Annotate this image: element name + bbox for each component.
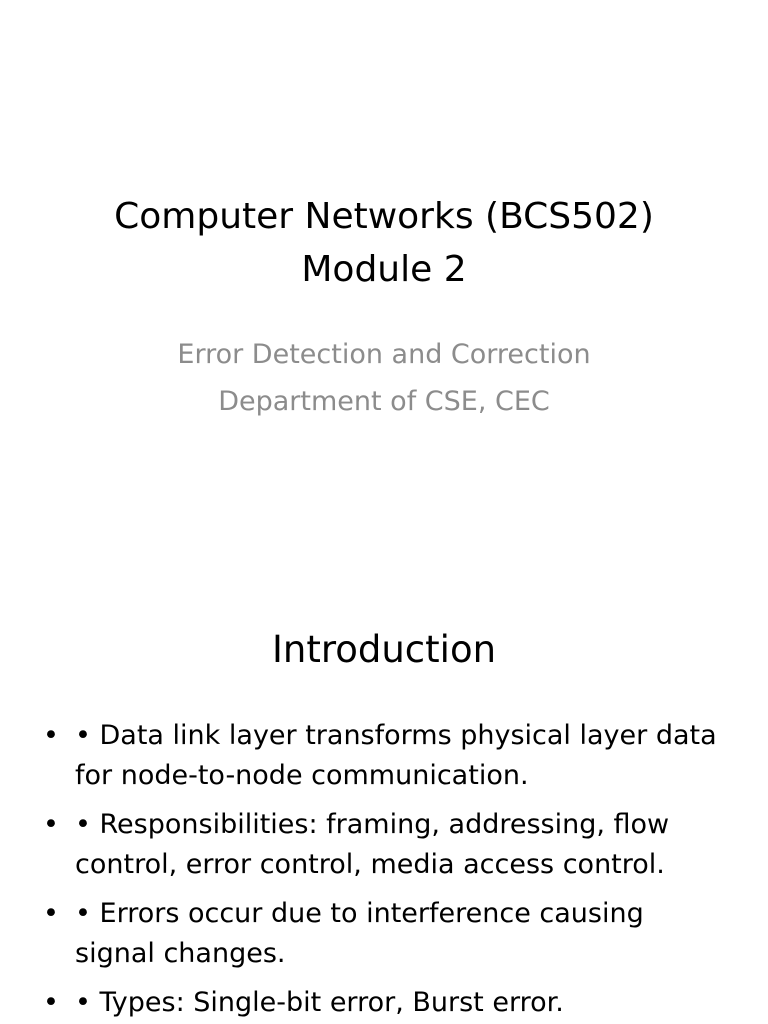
- bullet-marker-icon: •: [43, 720, 59, 751]
- bullet-marker-icon: •: [43, 809, 59, 840]
- title-line-1: Computer Networks (BCS502): [114, 196, 654, 237]
- subtitle-line-2: Department of CSE, CEC: [218, 386, 550, 417]
- bullet-text: • Responsibilities: framing, addressing, flow control, error control, media access control.: [75, 809, 670, 880]
- introduction-title: Introduction: [271, 628, 497, 671]
- bullet-item: [0, 983, 768, 1023]
- bullet-item: [0, 805, 768, 885]
- bullet-text: • Types: Single-bit error, Burst error.: [75, 987, 564, 1018]
- bullet-list: [0, 716, 768, 1024]
- slide-title: [0, 190, 768, 296]
- bullet-item: [0, 716, 768, 796]
- bullet-text: • Data link layer transforms physical layer data for node-to-node communication.: [75, 720, 717, 791]
- bullet-marker-icon: •: [43, 898, 59, 929]
- bullet-marker-icon: •: [43, 987, 59, 1018]
- bullet-item: [0, 894, 768, 974]
- subtitle-line-1: Error Detection and Correction: [177, 339, 591, 370]
- title-line-2: Module 2: [301, 249, 467, 290]
- bullet-text: • Errors occur due to interference causing signal changes.: [75, 898, 644, 969]
- slide-subtitle: [0, 331, 768, 425]
- introduction-slide: [0, 576, 768, 1024]
